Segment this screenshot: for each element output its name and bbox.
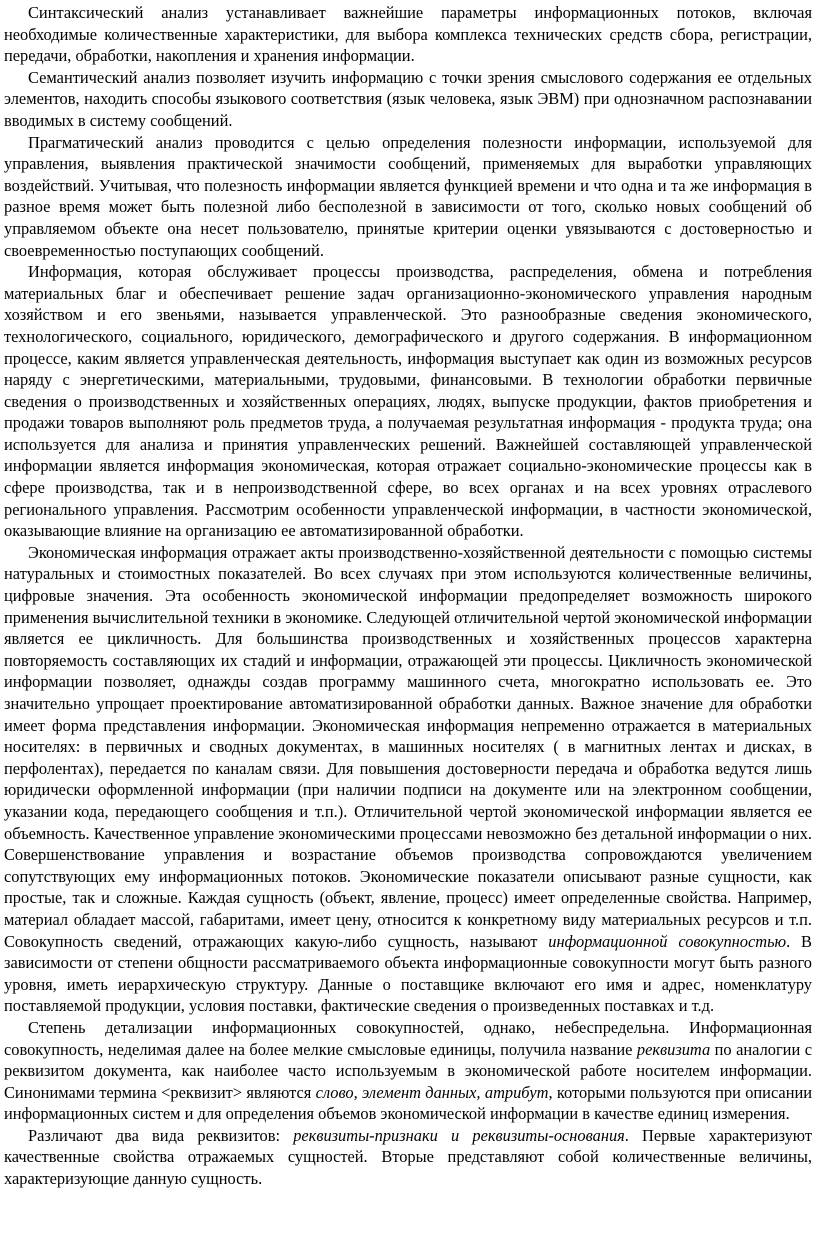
paragraph-management-information	[4, 261, 812, 542]
term-information-aggregate: информационной совокупностью	[548, 931, 787, 951]
paragraph-text: Информация, которая обслуживает процессы производства, распределения, обмена и потребления материальных благ и обеспечивает решение задач организационно-экономического управления народным хозяйством и его звеньями, называется управленческой. Это разнообразные сведения экономического, технологического, социального, юридического, демографического и другого содержания. В информационном процессе, каким является управленческая деятельность, информация выступает как один из возможных ресурсов наряду с энергетическими, материальными, трудовыми, финансовыми. В технологии обработки первичные сведения о производственных и хозяйственных операциях, людях, выпуске продукции, фактов приобретения и продажи товаров выполняют роль предметов труда, а получаемая результатная информация - продукта труда; она используется для анализа и принятия управленческих решений. Важнейшей составляющей управленческой информации является информация экономическая, которая отражает социально-экономические процессы как в сфере производства, так и в непроизводственной сфере, во всех органах и на всех уровнях отраслевого регионального управления. Рассмотрим особенности управленческой информации, в частности экономической, оказывающие влияние на организацию ее автоматизированной обработки.	[4, 262, 812, 541]
paragraph-text: Экономическая информация отражает акты производственно-хозяйственной деятельности с помощью системы натуральных и стоимостных показателей. Во всех случаях при этом используются количественные величины, цифровые значения. Эта особенность экономической информации предопределяет возможность широкого применения вычислительной техники в экономике. Следующей отличительной чертой экономической информации является ее цикличность. Для большинства производственных и хозяйственных процессов характерна повторяемость составляющих их стадий и информации, отражающей эти процессы. Цикличность экономической информации позволяет, однажды создав программу машинного счета, многократно использовать ее. Это значительно упрощает проектирование автоматизированной обработки данных. Важное значение для обработки имеет форма представления информации. Экономическая информация непременно отражается в материальных носителях: в первичных и сводных документах, в машинных носителях ( в магнитных лентах и дисках, в перфолентах), передается по каналам связи. Для повышения достоверности передача и обработка ведутся лишь юридически оформленной информации (при наличии подписи на документе или на электронном сообщении, указании кода, передающего сообщения и т.п.). Отличительной чертой экономической информации является ее объемность. Качественное управление экономическими процессами невозможно без детальной информации о них. Совершенствование управления и возрастание объемов производства сопровождаются увеличением сопутствующих ему информационных потоков. Экономические показатели описывают разные сущности, как простые, так и сложные. Каждая сущность (объект, явление, процесс) имеет определенные свойства. Например, материал обладает массой, габаритами, имеет цену, относится к конкретному виду материальных ресурсов и т.п. Совокупность сведений, отражающих какую-либо сущность, называют	[4, 542, 812, 951]
paragraph-detailing	[4, 1017, 812, 1125]
paragraph-economic-information	[4, 542, 812, 1017]
paragraph-requisite-types	[4, 1125, 812, 1190]
paragraph-syntactic-analysis	[4, 2, 812, 67]
term-requisite: реквизита	[636, 1039, 711, 1059]
paragraph-text: Различают два вида реквизитов:	[28, 1125, 294, 1145]
paragraph-text: . В зависимости от степени общности рассматриваемого объекта информационные совокупности могут быть разного уровня, иметь иерархическую структуру. Данные о поставщике включают его имя и адрес, номенклатуру поставляемой продукции, условия поставки, фактические сведения о произведенных поставках и т.д.	[4, 931, 812, 1016]
paragraph-text: Синтаксический анализ устанавливает важнейшие параметры информационных потоков, включая необходимые количественные характеристики, для выбора комплекса технических средств сбора, регистрации, передачи, обработки, накопления и хранения информации.	[4, 3, 812, 66]
paragraph-pragmatic-analysis	[4, 132, 812, 262]
paragraph-text: Семантический анализ позволяет изучить информацию с точки зрения смыслового содержания ее отдельных элементов, находить способы языкового соответствия (язык человека, язык ЭВМ) при однозначном распознавании вводимых в систему сообщений.	[4, 67, 812, 130]
paragraph-text: по аналогии с реквизитом документа, как наиболее часто используемым в экономической работе носителем информации. Синонимами термина <реквизит> являются	[4, 1039, 812, 1102]
paragraph-text: , которыми пользуются при описании информационных систем и для определения объемов экономической информации в качестве единиц измерения.	[4, 1082, 813, 1124]
term-synonyms: слово, элемент данных, атрибут	[315, 1082, 549, 1102]
paragraph-text: Прагматический анализ проводится с целью определения полезности информации, используемой для управления, выявления практической значимости сообщений, применяемых для выработки управляющих воздействий. Учитывая, что полезность информации является функцией времени и что одна и та же информация в разное время может быть полезной либо бесполезной в зависимости от того, сколько новых сообщений об управляемом объекте она несет пользователю, принятые критерии оценки увязываются с достоверностью и своевременностью поступающих сообщений.	[4, 132, 812, 260]
paragraph-text: . Первые характеризуют качественные свойства отражаемых сущностей. Вторые представляют собой количественные величины, характеризующие данную сущность.	[4, 1125, 812, 1189]
term-requisite-types: реквизиты-признаки и реквизиты-основания	[293, 1125, 625, 1145]
paragraph-semantic-analysis	[4, 67, 812, 132]
paragraph-text: Степень детализации информационных совокупностей, однако, небеспредельна. Информационная совокупность, неделимая далее на более мелкие смысловые единицы, получила название	[4, 1017, 812, 1059]
